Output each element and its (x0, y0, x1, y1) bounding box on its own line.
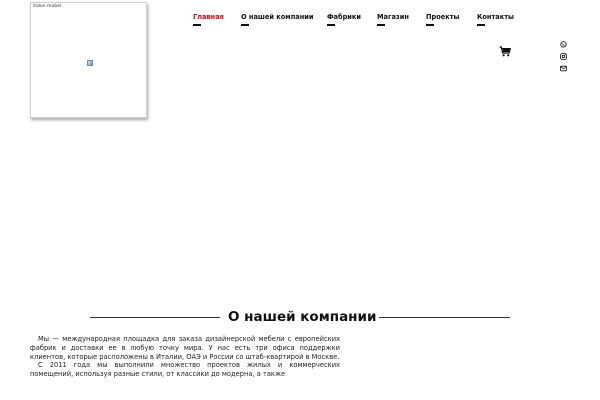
heading-line-right (379, 317, 510, 318)
page-title: О нашей компании (228, 309, 377, 325)
nav-item-about[interactable] (241, 13, 314, 21)
nav-underline (377, 24, 385, 26)
heading-line-left (90, 317, 220, 318)
nav-item-projects[interactable] (426, 13, 460, 21)
nav-item-shop[interactable] (377, 13, 409, 21)
about-paragraph: С 2011 года мы выполнили множество проектов жилых и коммерческих помещений, используя разные стили, от классики до модерна, а также (30, 361, 340, 379)
nav-underline (193, 24, 201, 26)
about-text (30, 335, 340, 379)
nav-underline (477, 24, 485, 26)
nav-item-factories[interactable] (327, 13, 361, 21)
nav-item-label: Проекты (426, 13, 460, 21)
nav-item-label: Контакты (477, 13, 515, 21)
instagram-icon[interactable] (560, 45, 567, 52)
nav-underline (241, 24, 249, 26)
mail-icon[interactable] (560, 57, 567, 64)
cart-icon[interactable] (499, 42, 511, 53)
nav-item-contacts[interactable] (477, 13, 514, 21)
about-paragraph: Мы — международная площадка для заказа дизайнерской мебели с европейских фабрик и доставки ее в любую точку мира. У нас есть три офиса поддержки клиентов, которые расположены в Италии, ОАЭ и России со штаб-квартирой в Москве. (30, 335, 340, 361)
nav-underline (426, 24, 434, 26)
nav-item-label: Главная (193, 13, 224, 21)
logo-alt-text: italon mebel (33, 4, 62, 9)
nav-item-label: О нашей компании (241, 13, 314, 21)
about-section-heading (90, 309, 510, 327)
nav-item-label: Магазин (377, 13, 409, 21)
main-nav (0, 13, 600, 33)
broken-image-icon (87, 60, 93, 66)
nav-underline (327, 24, 335, 26)
whatsapp-icon[interactable] (560, 33, 567, 40)
nav-item-label: Фабрики (327, 13, 362, 21)
nav-item-home[interactable] (193, 13, 224, 21)
